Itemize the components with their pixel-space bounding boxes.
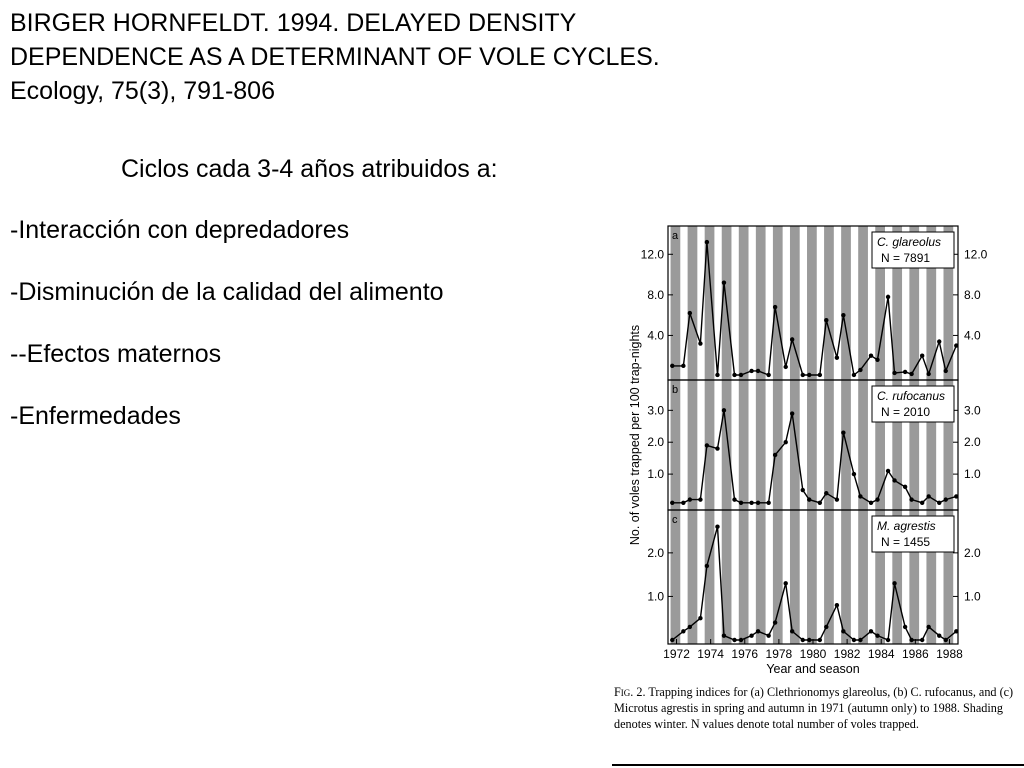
- legend-species-a: C. glareolus: [877, 235, 942, 249]
- y-tick-label-left-a: 4.0: [647, 328, 664, 343]
- data-point-b-18: [824, 491, 828, 495]
- data-point-c-10: [756, 629, 760, 633]
- data-point-c-24: [875, 633, 879, 637]
- data-point-c-23: [869, 629, 873, 633]
- data-point-b-1: [681, 501, 685, 505]
- winter-shading-1973: [688, 226, 698, 644]
- y-tick-label-right-b: 3.0: [964, 403, 981, 418]
- y-tick-label-right-a: 12.0: [964, 247, 988, 262]
- data-point-c-13: [784, 581, 788, 585]
- data-point-a-33: [954, 343, 958, 347]
- data-point-c-2: [688, 625, 692, 629]
- data-point-b-0: [670, 501, 674, 505]
- data-point-c-18: [824, 625, 828, 629]
- data-point-a-4: [705, 240, 709, 244]
- data-point-a-18: [824, 318, 828, 322]
- winter-shading-1972: [671, 226, 681, 644]
- data-point-b-33: [954, 494, 958, 498]
- winter-shading-1978: [773, 226, 783, 644]
- data-point-a-13: [784, 365, 788, 369]
- y-tick-label-left-c: 2.0: [647, 545, 664, 560]
- data-point-b-27: [903, 485, 907, 489]
- data-point-b-3: [698, 497, 702, 501]
- data-point-b-8: [739, 501, 743, 505]
- data-point-a-25: [886, 295, 890, 299]
- data-point-a-22: [858, 368, 862, 372]
- data-point-a-26: [892, 371, 896, 375]
- data-point-a-30: [926, 372, 930, 376]
- data-point-a-17: [818, 373, 822, 377]
- data-point-b-16: [807, 497, 811, 501]
- data-point-a-14: [790, 337, 794, 341]
- data-point-c-6: [722, 633, 726, 637]
- data-point-b-2: [688, 497, 692, 501]
- data-point-a-9: [749, 369, 753, 373]
- bullet-predators: -Interacción con depredadores: [10, 216, 350, 244]
- winter-shading-1983: [858, 226, 868, 644]
- data-point-b-32: [944, 497, 948, 501]
- data-point-a-23: [869, 354, 873, 358]
- data-point-c-28: [909, 638, 913, 642]
- caption-text: Trapping indices for (a) Clethrionomys glareolus, (b) C. rufocanus, and (c) Microtus agrestis in spring and autumn in 1971 (autumn only) to 1988. Shading denotes winter. N values denote total number of voles trapped.: [614, 685, 1014, 732]
- data-point-c-25: [886, 638, 890, 642]
- winter-shading-1987: [926, 226, 936, 644]
- citation-line-3: Ecology, 75(3), 791-806: [10, 77, 275, 105]
- data-point-c-22: [858, 638, 862, 642]
- citation-line-1: BIRGER HORNFELDT. 1994. DELAYED DENSITY: [10, 9, 577, 37]
- bullet-list: [10, 213, 444, 461]
- data-point-c-19: [835, 603, 839, 607]
- data-point-a-28: [909, 372, 913, 376]
- y-tick-label-left-a: 12.0: [640, 247, 664, 262]
- y-tick-label-left-b: 1.0: [647, 467, 664, 482]
- data-point-a-7: [732, 373, 736, 377]
- data-point-c-7: [732, 638, 736, 642]
- data-point-a-10: [756, 369, 760, 373]
- x-tick-label-1980: 1980: [799, 647, 827, 661]
- legend-n-b: N = 2010: [881, 405, 931, 419]
- data-point-b-25: [886, 469, 890, 473]
- y-tick-label-right-c: 2.0: [964, 545, 981, 560]
- x-tick-label-1986: 1986: [902, 647, 929, 661]
- data-point-b-11: [766, 501, 770, 505]
- y-tick-label-left-a: 8.0: [647, 287, 664, 302]
- data-point-a-6: [722, 280, 726, 284]
- data-point-a-0: [670, 364, 674, 368]
- data-point-b-20: [841, 430, 845, 434]
- data-point-c-4: [705, 564, 709, 568]
- x-tick-label-1976: 1976: [731, 647, 759, 661]
- data-point-a-24: [875, 358, 879, 362]
- caption-label: Fig. 2.: [614, 685, 646, 699]
- data-point-a-16: [807, 373, 811, 377]
- data-point-c-30: [926, 625, 930, 629]
- data-point-b-7: [732, 497, 736, 501]
- data-point-b-31: [937, 501, 941, 505]
- data-point-b-12: [773, 453, 777, 457]
- data-point-c-16: [807, 638, 811, 642]
- data-point-c-12: [773, 620, 777, 624]
- data-point-a-29: [920, 354, 924, 358]
- winter-shading-1984: [875, 226, 885, 644]
- data-point-b-21: [852, 472, 856, 476]
- x-tick-label-1984: 1984: [867, 647, 895, 661]
- data-point-c-20: [841, 629, 845, 633]
- data-point-b-5: [715, 446, 719, 450]
- x-tick-label-1974: 1974: [697, 647, 724, 661]
- x-tick-label-1978: 1978: [765, 647, 793, 661]
- bullet-diseases: -Enfermedades: [10, 402, 181, 430]
- y-tick-label-right-a: 8.0: [964, 287, 981, 302]
- winter-shading-1981: [824, 226, 834, 644]
- winter-shading-1974: [705, 226, 715, 644]
- legend-n-c: N = 1455: [881, 535, 931, 549]
- bullet-food-quality: -Disminución de la calidad del alimento: [10, 278, 444, 306]
- data-point-a-31: [937, 339, 941, 343]
- citation-line-2: DEPENDENCE AS A DETERMINANT OF VOLE CYCLES.: [10, 43, 660, 71]
- data-point-a-5: [715, 373, 719, 377]
- data-point-b-26: [892, 478, 896, 482]
- data-point-c-5: [715, 525, 719, 529]
- panel-letter-b: b: [672, 384, 679, 396]
- figure-caption: [614, 684, 1016, 733]
- data-point-b-19: [835, 497, 839, 501]
- data-point-b-10: [756, 501, 760, 505]
- data-point-a-15: [801, 373, 805, 377]
- data-point-c-14: [790, 629, 794, 633]
- y-axis-title: No. of voles trapped per 100 trap-nights: [628, 324, 642, 546]
- data-point-b-6: [722, 408, 726, 412]
- y-tick-label-right-a: 4.0: [964, 328, 981, 343]
- panel-letter-a: a: [672, 230, 679, 242]
- data-point-c-3: [698, 616, 702, 620]
- winter-shading-1988: [944, 226, 954, 644]
- data-point-b-23: [869, 501, 873, 505]
- data-point-a-2: [688, 311, 692, 315]
- y-tick-label-right-b: 1.0: [964, 467, 981, 482]
- data-point-a-27: [903, 370, 907, 374]
- data-point-c-1: [681, 629, 685, 633]
- x-tick-label-1988: 1988: [936, 647, 963, 661]
- data-point-a-3: [698, 341, 702, 345]
- y-tick-label-right-c: 1.0: [964, 589, 981, 604]
- data-point-c-27: [903, 625, 907, 629]
- data-point-a-1: [681, 364, 685, 368]
- data-point-a-20: [841, 313, 845, 317]
- data-point-c-9: [749, 633, 753, 637]
- data-point-c-32: [944, 638, 948, 642]
- data-point-b-29: [920, 501, 924, 505]
- data-point-b-14: [790, 411, 794, 415]
- winter-shading-1980: [807, 226, 817, 644]
- data-point-b-9: [749, 501, 753, 505]
- data-point-c-26: [892, 581, 896, 585]
- data-point-b-30: [926, 494, 930, 498]
- x-tick-label-1982: 1982: [833, 647, 861, 661]
- x-axis-title: Year and season: [766, 662, 860, 676]
- x-tick-label-1972: 1972: [663, 647, 690, 661]
- data-point-a-21: [852, 373, 856, 377]
- data-point-b-28: [909, 497, 913, 501]
- data-point-c-11: [766, 633, 770, 637]
- data-point-b-17: [818, 501, 822, 505]
- y-tick-label-left-b: 3.0: [647, 403, 664, 418]
- citation: [10, 6, 1000, 108]
- data-point-c-8: [739, 638, 743, 642]
- data-point-c-31: [937, 633, 941, 637]
- data-point-c-15: [801, 638, 805, 642]
- data-point-c-29: [920, 638, 924, 642]
- slide-subtitle: Ciclos cada 3-4 años atribuidos a:: [121, 155, 498, 183]
- panel-letter-c: c: [672, 514, 678, 526]
- data-point-a-11: [766, 373, 770, 377]
- data-point-c-17: [818, 638, 822, 642]
- data-point-c-0: [670, 638, 674, 642]
- data-point-b-15: [801, 488, 805, 492]
- y-tick-label-left-b: 2.0: [647, 435, 664, 450]
- winter-shading-1976: [739, 226, 749, 644]
- data-point-c-21: [852, 638, 856, 642]
- bottom-rule: [612, 764, 1024, 766]
- data-point-c-33: [954, 629, 958, 633]
- winter-shading-1986: [909, 226, 919, 644]
- y-tick-label-left-c: 1.0: [647, 589, 664, 604]
- data-point-b-4: [705, 443, 709, 447]
- data-point-a-12: [773, 305, 777, 309]
- data-point-a-19: [835, 356, 839, 360]
- data-point-a-8: [739, 373, 743, 377]
- y-tick-label-right-b: 2.0: [964, 435, 981, 450]
- legend-n-a: N = 7891: [881, 251, 931, 265]
- winter-shading-1977: [756, 226, 766, 644]
- bullet-maternal-effects: --Efectos maternos: [10, 340, 222, 368]
- data-point-b-22: [858, 494, 862, 498]
- legend-species-b: C. rufocanus: [877, 389, 946, 403]
- legend-species-c: M. agrestis: [877, 519, 936, 533]
- data-point-b-13: [784, 440, 788, 444]
- data-point-b-24: [875, 497, 879, 501]
- data-point-a-32: [944, 369, 948, 373]
